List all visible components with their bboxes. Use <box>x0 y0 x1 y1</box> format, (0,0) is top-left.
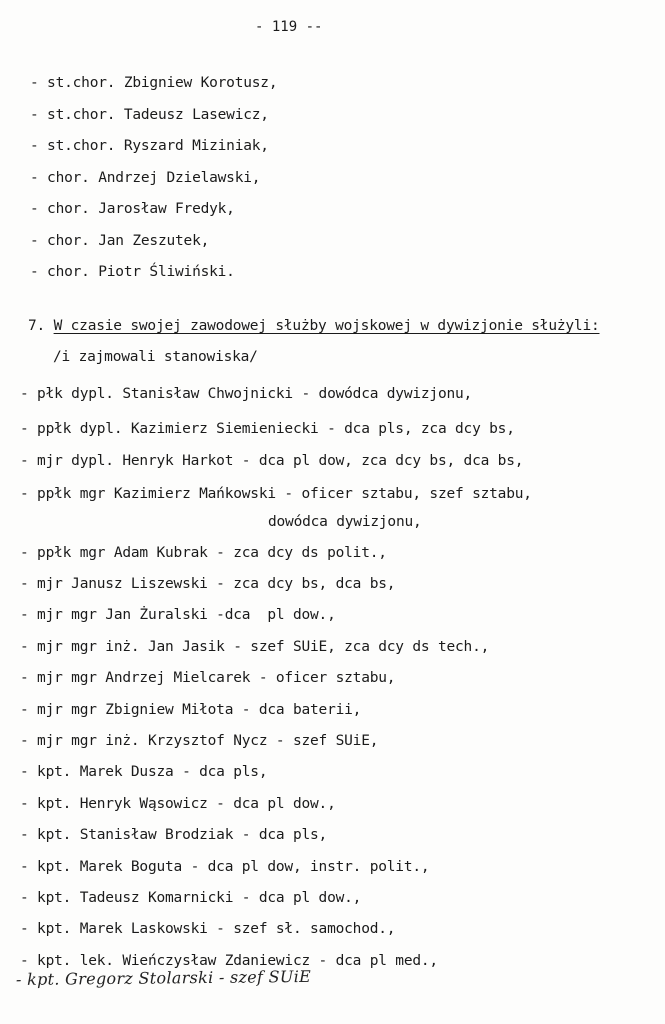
list-item: - kpt. Henryk Wąsowicz - dca pl dow., <box>20 796 336 812</box>
list-item: - chor. Andrzej Dzielawski, <box>30 170 261 186</box>
list-item: - mjr mgr inż. Krzysztof Nycz - szef SUiE, <box>20 733 379 749</box>
section-heading <box>28 317 600 335</box>
list-item: - mjr mgr Andrzej Mielcarek - oficer sztabu, <box>20 670 396 686</box>
list-item: - mjr mgr Zbigniew Miłota - dca baterii, <box>20 702 362 718</box>
list-item: - chor. Jan Zeszutek, <box>30 233 210 249</box>
list-item: - kpt. Marek Laskowski - szef sł. samochod., <box>20 921 396 937</box>
list-item: - st.chor. Zbigniew Korotusz, <box>30 75 278 91</box>
section-title: W czasie swojej zawodowej służby wojskowej w dywizjonie służyli: <box>53 318 600 334</box>
list-item: - ppłk mgr Adam Kubrak - zca dcy ds polit., <box>20 545 387 561</box>
list-item: - mjr Janusz Liszewski - zca dcy bs, dca bs, <box>20 576 396 592</box>
list-item: - chor. Jarosław Fredyk, <box>30 201 235 217</box>
list-item: - kpt. Marek Dusza - dca pls, <box>20 764 268 780</box>
list-item: - mjr dypl. Henryk Harkot - dca pl dow, zca dcy bs, dca bs, <box>20 453 524 469</box>
list-item: - kpt. Stanisław Brodziak - dca pls, <box>20 827 328 843</box>
list-item: - kpt. Marek Boguta - dca pl dow, instr. polit., <box>20 859 430 875</box>
section-number: 7. <box>28 318 46 334</box>
list-item: - mjr mgr Jan Żuralski -dca pl dow., <box>20 607 336 623</box>
list-item: - mjr mgr inż. Jan Jasik - szef SUiE, zca dcy ds tech., <box>20 639 490 655</box>
list-item: - ppłk mgr Kazimierz Mańkowski - oficer sztabu, szef sztabu, <box>20 486 532 502</box>
list-item: - kpt. lek. Wieńczysław Zdaniewicz - dca pl med., <box>20 953 438 969</box>
handwritten-list-item: - kpt. Gregorz Stolarski - szef SUiE <box>15 966 312 989</box>
list-item: - st.chor. Ryszard Miziniak, <box>30 138 269 154</box>
list-item: - kpt. Tadeusz Komarnicki - dca pl dow., <box>20 890 362 906</box>
list-item: - chor. Piotr Śliwiński. <box>30 264 235 280</box>
page-number: - 119 -- <box>255 19 323 35</box>
list-item-continuation: dowódca dywizjonu, <box>268 514 422 530</box>
list-item: - płk dypl. Stanisław Chwojnicki - dowódca dywizjonu, <box>20 386 473 402</box>
list-item: - st.chor. Tadeusz Lasewicz, <box>30 107 269 123</box>
section-subheading: /i zajmowali stanowiska/ <box>53 349 258 365</box>
list-item: - ppłk dypl. Kazimierz Siemieniecki - dca pls, zca dcy bs, <box>20 421 515 437</box>
